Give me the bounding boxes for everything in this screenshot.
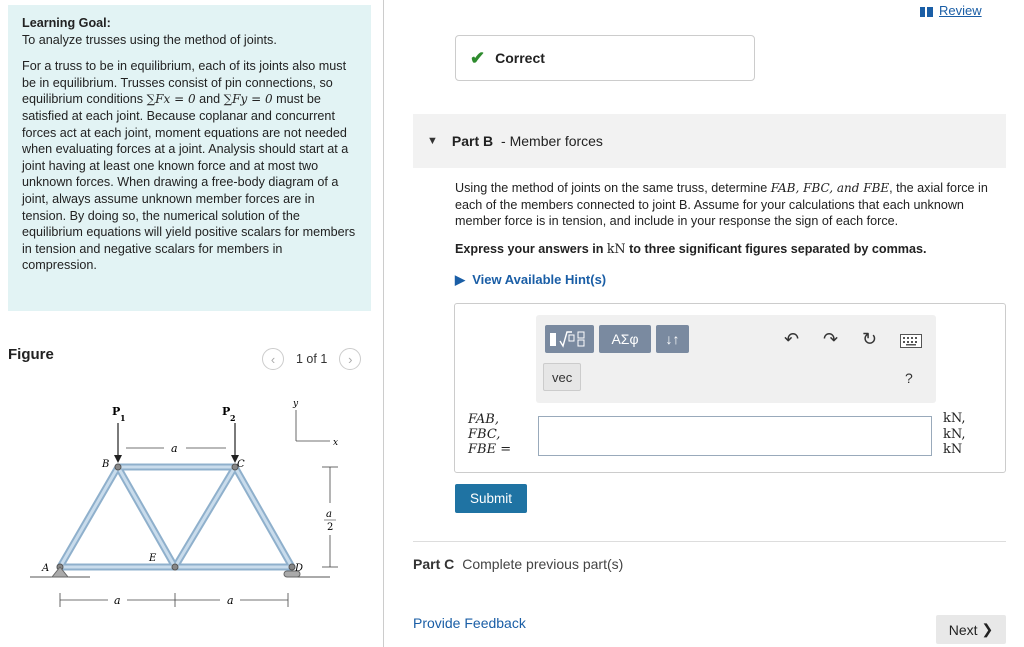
label-d: D: [295, 563, 304, 574]
learning-goal-title: Learning Goal:: [22, 16, 111, 30]
label-a: A: [42, 563, 50, 574]
prev-figure-button[interactable]: [262, 348, 284, 370]
keyboard-icon[interactable]: [900, 334, 922, 348]
greek-symbols-button[interactable]: ΑΣφ: [599, 325, 651, 353]
learning-goal-box: [8, 5, 371, 311]
truss-members: [60, 467, 292, 567]
dimension-half-numerator: a: [326, 509, 332, 520]
figure-page-indicator: 1 of 1: [296, 352, 328, 366]
answer-variable-labels: FAB, FBC, FBE =: [468, 412, 512, 457]
dimension-top-a: a: [171, 442, 178, 455]
answer-instruction: Express your answers in kN to three significant figures separated by commas.: [455, 241, 927, 256]
undo-icon[interactable]: ↶: [784, 329, 800, 349]
sort-button[interactable]: ↓↑: [656, 325, 689, 353]
svg-text:1: 1: [120, 413, 126, 423]
view-hints-link[interactable]: ▶ View Available Hint(s): [455, 272, 607, 287]
load-arrow-p1: [114, 455, 122, 463]
label-b: B: [102, 459, 110, 470]
question-variables: FAB, FBC, and FBE: [770, 181, 890, 195]
equation-sum-fy: ∑Fy = 0: [223, 92, 273, 107]
learning-goal-body: For a truss to be in equilibrium, each of its joints also must be in equilibrium. Trusses consist of pin connections, so equilibrium conditions ∑Fx = 0 and ∑Fy = 0 must be satisfied at each joint. Because coplanar and concurrent forces act at each joint, moment equations are not needed when evaluating forces at a joint. Analysis should start at a joint having at least one known force and at most two unknown forces. When drawing a free-body diagram of a joint, always assume unknown member forces are in tension. By doing so, the numerical solution of the equilibrium equations will yield positive scalars for members in tension and negative scalars for members in compression.: [22, 59, 356, 273]
figure-title: Figure: [8, 346, 54, 363]
part-b-question: Using the method of joints on the same truss, determine FAB, FBC, and FBE, the axial force in each of the members connected to joint B. Assume for your calculations that each unknown member force is in tension, and include in your response the sign of each force.: [455, 181, 988, 229]
submit-button[interactable]: Submit: [455, 484, 527, 513]
next-figure-button[interactable]: [339, 348, 361, 370]
dimension-bottom-a-right: a: [227, 594, 234, 607]
book-icon: [920, 7, 933, 17]
reset-icon[interactable]: ↻: [862, 329, 878, 349]
divider: [413, 541, 1006, 542]
label-c: C: [237, 459, 245, 470]
review-link[interactable]: Review: [920, 3, 982, 18]
provide-feedback-link[interactable]: Provide Feedback: [413, 615, 526, 631]
joint-e: [172, 564, 178, 570]
equation-sum-fx: ∑Fx = 0: [146, 92, 196, 107]
chevron-left-icon: ‹: [270, 351, 276, 367]
redo-icon[interactable]: ↷: [823, 329, 839, 349]
help-button[interactable]: ?: [905, 370, 913, 386]
label-e: E: [149, 553, 157, 564]
left-pane: [0, 0, 384, 647]
part-b-header[interactable]: ▼ Part B - Member forces: [413, 114, 1006, 168]
truss-figure: [30, 395, 350, 615]
part-c-header: Part C Complete previous part(s): [413, 556, 624, 572]
caret-down-icon: ▼: [427, 135, 438, 147]
chevron-right-icon: ›: [348, 351, 353, 367]
caret-right-icon: ▶: [455, 272, 465, 287]
chevron-right-icon: ❯: [981, 621, 994, 637]
label-p1: P: [112, 405, 121, 418]
svg-text:2: 2: [230, 413, 236, 423]
vector-button[interactable]: vec: [543, 363, 581, 391]
check-icon: ✔: [470, 47, 486, 68]
templates-button[interactable]: [545, 325, 594, 353]
dimension-half-denominator: 2: [327, 522, 334, 533]
dimension-bottom-a-left: a: [114, 594, 121, 607]
templates-icon: [548, 329, 592, 349]
joint-b: [115, 464, 121, 470]
correct-status: ✔ Correct: [455, 35, 755, 81]
axis-y-label: y: [293, 399, 299, 409]
learning-goal-intro: To analyze trusses using the method of joints.: [22, 32, 277, 47]
figure-pager: [262, 348, 361, 370]
answer-units: kN, kN, kN: [943, 411, 966, 457]
label-p2: P: [222, 405, 231, 418]
answer-input[interactable]: [538, 416, 932, 456]
math-toolbar: [536, 315, 936, 403]
axis-x-label: x: [333, 438, 339, 448]
next-button[interactable]: Next ❯: [936, 615, 1006, 644]
